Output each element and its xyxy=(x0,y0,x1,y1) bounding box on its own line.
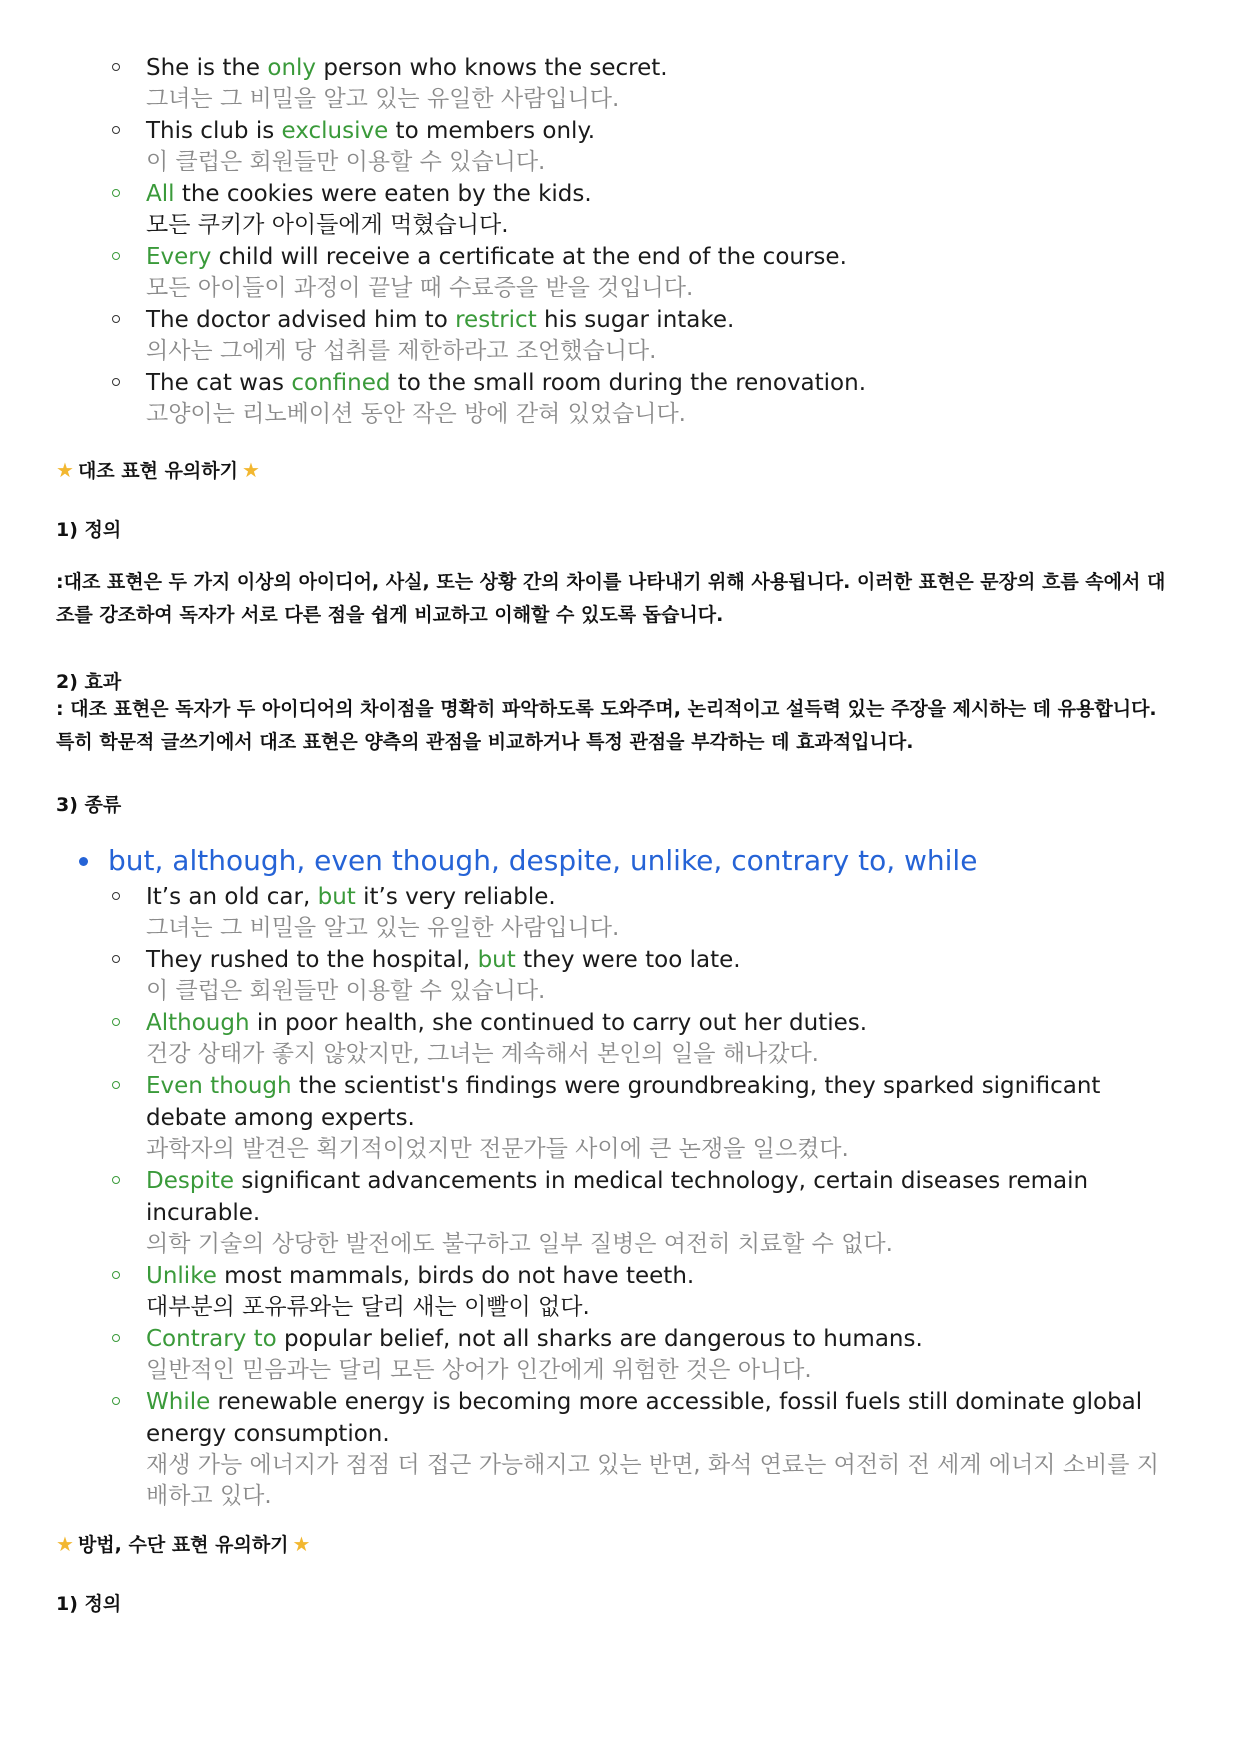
english-sentence: Although in poor health, she continued to carry out her duties. xyxy=(146,1010,868,1036)
section-heading-contrast xyxy=(56,456,260,483)
keyword-highlight: Despite xyxy=(146,1168,235,1194)
english-sentence: The doctor advised him to restrict his sugar intake. xyxy=(146,307,735,333)
hollow-bullet-icon xyxy=(112,63,120,71)
section-heading-method xyxy=(56,1530,310,1557)
korean-translation: 모든 아이들이 과정이 끝날 때 수료증을 받을 것입니다. xyxy=(146,275,694,301)
star-icon: ★ xyxy=(292,1531,311,1556)
example-list-exclusivity xyxy=(0,52,1241,430)
contrast-keywords-bullet: but, although, even though, despite, unlike, contrary to, while xyxy=(0,843,1241,879)
english-sentence: They rushed to the hospital, but they were too late. xyxy=(146,947,741,973)
korean-translation: 고양이는 리노베이션 동안 작은 방에 갇혀 있었습니다. xyxy=(146,401,686,427)
korean-translation: 이 클럽은 회원들만 이용할 수 있습니다. xyxy=(146,149,546,175)
keyword-highlight: While xyxy=(146,1389,211,1415)
keyword-highlight: Contrary to xyxy=(146,1326,277,1352)
example-item xyxy=(0,178,1241,241)
english-sentence: This club is exclusive to members only. xyxy=(146,118,596,144)
bullet-dot xyxy=(79,857,88,866)
hollow-bullet-icon xyxy=(112,378,120,386)
star-icon: ★ xyxy=(242,457,260,482)
example-list-contrast xyxy=(0,881,1241,1512)
english-sentence: Every child will receive a certificate at the end of the course. xyxy=(146,244,847,270)
types-label: 3) 종류 xyxy=(56,794,122,816)
keyword-highlight: but xyxy=(477,947,516,973)
english-sentence: Despite significant advancements in medical technology, certain diseases remain incurable. xyxy=(146,1168,1089,1226)
keyword-highlight: Unlike xyxy=(146,1263,217,1289)
hollow-bullet-icon xyxy=(112,1397,120,1405)
example-item xyxy=(0,1386,1241,1512)
korean-translation: 일반적인 믿음과는 달리 모든 상어가 인간에게 위험한 것은 아니다. xyxy=(146,1357,812,1383)
example-item xyxy=(0,1070,1241,1165)
hollow-bullet-icon xyxy=(112,1018,120,1026)
hollow-bullet-icon xyxy=(112,1271,120,1279)
star-icon: ★ xyxy=(56,457,74,482)
method-definition-label: 1) 정의 xyxy=(56,1593,122,1615)
korean-translation: 모든 쿠키가 아이들에게 먹혔습니다. xyxy=(146,212,509,238)
effect-label: 2) 효과 xyxy=(56,671,122,693)
hollow-bullet-icon xyxy=(112,955,120,963)
english-sentence: Contrary to popular belief, not all sharks are dangerous to humans. xyxy=(146,1326,923,1352)
definition-label: 1) 정의 xyxy=(56,519,122,541)
english-sentence: Even though the scientist's findings were groundbreaking, they sparked significant debate among experts. xyxy=(146,1073,1101,1131)
star-icon: ★ xyxy=(56,1531,74,1556)
example-item xyxy=(0,367,1241,430)
hollow-bullet-icon xyxy=(112,315,120,323)
korean-translation: 그녀는 그 비밀을 알고 있는 유일한 사람입니다. xyxy=(146,915,620,941)
english-sentence: It’s an old car, but it’s very reliable. xyxy=(146,884,556,910)
section-title: 대조 표현 유의하기 xyxy=(77,460,238,482)
english-sentence: She is the only person who knows the secret. xyxy=(146,55,668,81)
keyword-highlight: restrict xyxy=(455,307,537,333)
korean-translation: 의학 기술의 상당한 발전에도 불구하고 일부 질병은 여전히 치료할 수 없다. xyxy=(146,1231,893,1257)
korean-translation: 건강 상태가 좋지 않았지만, 그녀는 계속해서 본인의 일을 해나갔다. xyxy=(146,1041,819,1067)
keyword-highlight: Even though xyxy=(146,1073,292,1099)
example-item xyxy=(0,52,1241,115)
effect-text: : 대조 표현은 독자가 두 아이디어의 차이점을 명확히 파악하도록 도와주며, 논리적이고 설득력 있는 주장을 제시하는 데 유용합니다. 특히 학문적 글쓰기에서 대조 표현은 양측의 관점을 비교하거나 특정 관점을 부각하는 데 효과적입니다. xyxy=(56,698,1157,753)
hollow-bullet-icon xyxy=(112,1334,120,1342)
keyword-highlight: exclusive xyxy=(281,118,389,144)
hollow-bullet-icon xyxy=(112,1081,120,1089)
korean-translation: 이 클럽은 회원들만 이용할 수 있습니다. xyxy=(146,978,546,1004)
example-item xyxy=(0,881,1241,944)
example-item xyxy=(0,1323,1241,1386)
example-item xyxy=(0,1165,1241,1260)
hollow-bullet-icon xyxy=(112,126,120,134)
example-item xyxy=(0,1007,1241,1070)
english-sentence: The cat was confined to the small room during the renovation. xyxy=(146,370,867,396)
keyword-highlight: but xyxy=(317,884,356,910)
korean-translation: 대부분의 포유류와는 달리 새는 이빨이 없다. xyxy=(146,1294,590,1320)
hollow-bullet-icon xyxy=(112,892,120,900)
example-item xyxy=(0,304,1241,367)
example-item xyxy=(0,241,1241,304)
keyword-highlight: Although xyxy=(146,1010,250,1036)
english-sentence: While renewable energy is becoming more accessible, fossil fuels still dominate global energy consumption. xyxy=(146,1389,1143,1447)
example-item xyxy=(0,1260,1241,1323)
korean-translation: 의사는 그에게 당 섭취를 제한하라고 조언했습니다. xyxy=(146,338,657,364)
keyword-highlight: only xyxy=(267,55,317,81)
korean-translation: 과학자의 발견은 획기적이었지만 전문가들 사이에 큰 논쟁을 일으켰다. xyxy=(146,1136,849,1162)
korean-translation: 재생 가능 에너지가 점점 더 접근 가능해지고 있는 반면, 화석 연료는 여전히 전 세계 에너지 소비를 지배하고 있다. xyxy=(146,1452,1160,1509)
korean-translation: 그녀는 그 비밀을 알고 있는 유일한 사람입니다. xyxy=(146,86,620,112)
definition-text: :대조 표현은 두 가지 이상의 아이디어, 사실, 또는 상황 간의 차이를 나타내기 위해 사용됩니다. 이러한 표현은 문장의 흐름 속에서 대조를 강조하여 독자가 서로 다른 점을 쉽게 비교하고 이해할 수 있도록 돕습니다. xyxy=(56,571,1166,626)
keyword-highlight: confined xyxy=(291,370,391,396)
hollow-bullet-icon xyxy=(112,1176,120,1184)
hollow-bullet-icon xyxy=(112,189,120,197)
hollow-bullet-icon xyxy=(112,252,120,260)
section-title: 방법, 수단 표현 유의하기 xyxy=(77,1534,289,1556)
english-sentence: Unlike most mammals, birds do not have teeth. xyxy=(146,1263,695,1289)
example-item xyxy=(0,944,1241,1007)
keyword-highlight: Every xyxy=(146,244,212,270)
example-item xyxy=(0,115,1241,178)
keyword-highlight: All xyxy=(146,181,175,207)
english-sentence: All the cookies were eaten by the kids. xyxy=(146,181,592,207)
